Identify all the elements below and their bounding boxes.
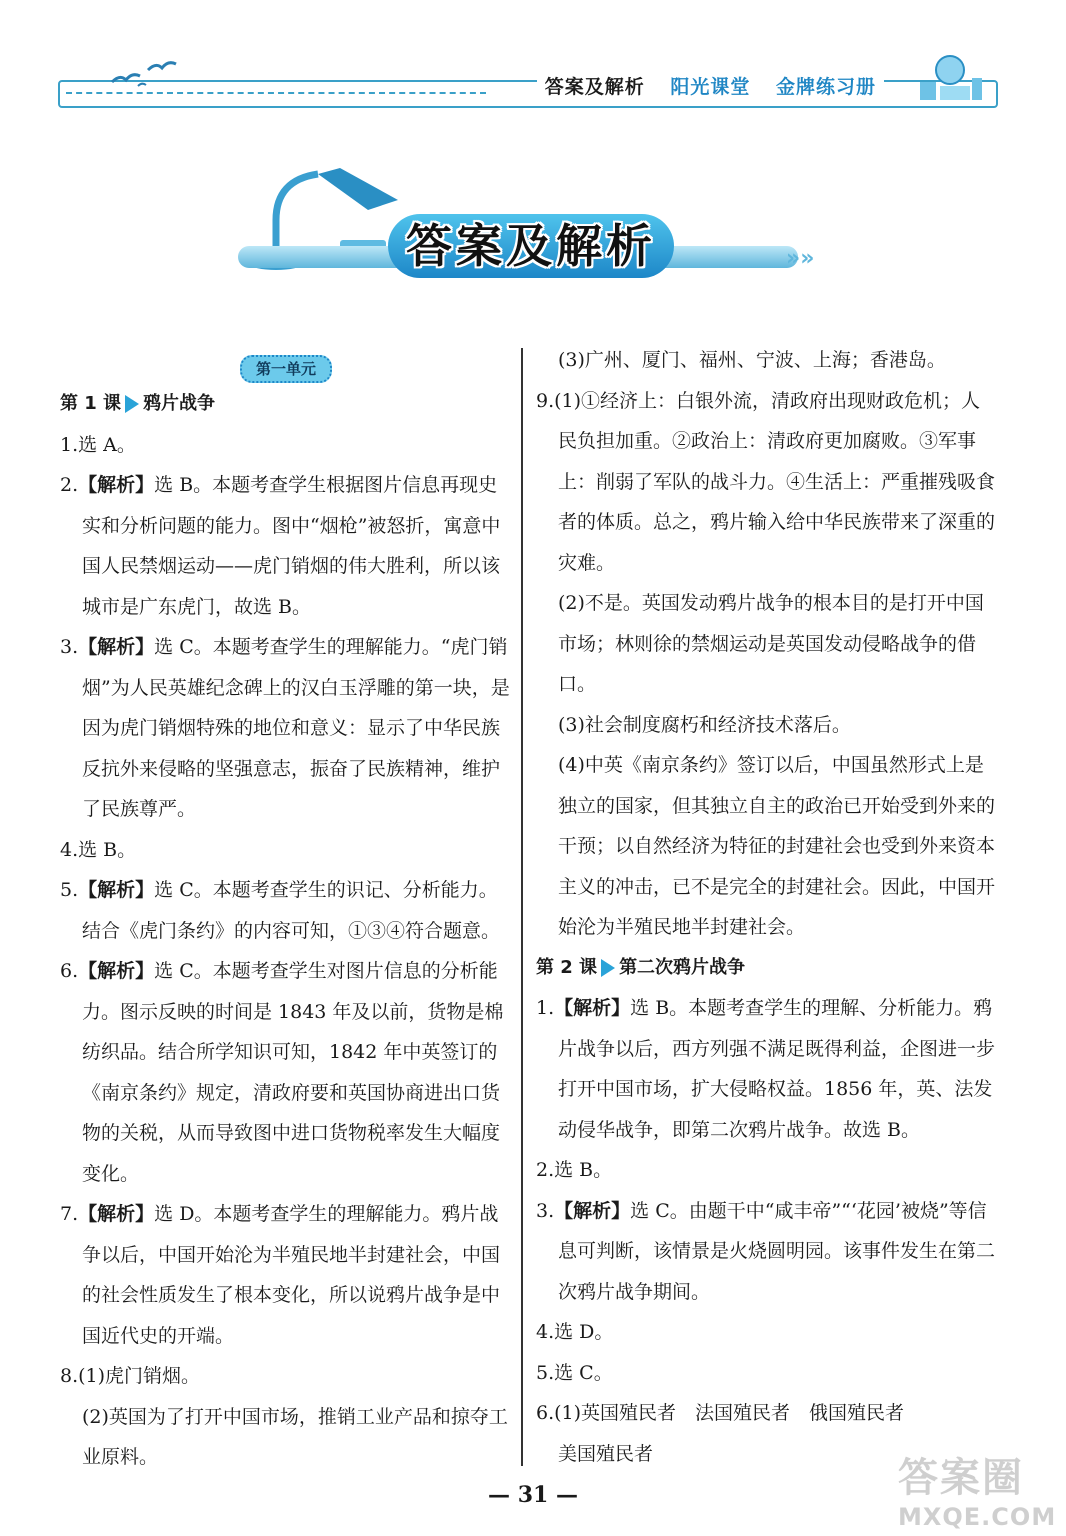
answer-text: (3)广州、厦门、福州、宁波、上海；香港岛。 — [558, 349, 946, 371]
answer-text: 4.选 B。 — [60, 838, 137, 861]
lesson-1-heading — [60, 384, 512, 425]
answer-number: 2. — [60, 474, 79, 496]
answer-text: 1.选 A。 — [60, 433, 136, 456]
answer-item — [536, 1191, 996, 1313]
header-series-1: 阳光课堂 — [670, 76, 751, 98]
lesson-arrow-icon — [125, 395, 139, 413]
answer-item — [536, 988, 996, 1150]
answer-text: 美国殖民者 — [558, 1442, 654, 1465]
answer-text: (2)英国为了打开中国市场，推销工业产品和掠夺工业原料。 — [82, 1405, 508, 1468]
answer-number: 3. — [60, 636, 79, 658]
double-arrow-icon: »» — [786, 246, 815, 271]
lesson-2-number: 第 2 课 — [536, 956, 598, 978]
birds-icon — [108, 56, 198, 90]
globe-decoration-icon — [890, 52, 990, 102]
answer-item — [60, 465, 512, 627]
lesson-1-number: 第 1 课 — [60, 393, 122, 414]
column-divider — [521, 348, 523, 1466]
answer-continuation — [536, 705, 996, 746]
answer-number: 1. — [536, 997, 555, 1019]
answer-text: 选 C。由题干中“咸丰帝”“‘花园’被烧”等信息可判断，该情景是火烧圆明园。该事件发生在第二次鸦片战争期间。 — [558, 1199, 996, 1303]
title-banner — [238, 160, 818, 300]
right-answers-lesson-2 — [536, 988, 996, 1474]
answer-text: 选 B。本题考查学生根据图片信息再现史实和分析问题的能力。图中“烟枪”被怒折，寓意中国人民禁烟运动——虎门销烟的伟大胜利，所以该城市是广东虎门，故选 B。 — [82, 474, 501, 618]
answer-item — [60, 951, 512, 1194]
answer-item — [536, 381, 996, 584]
answer-text: 5.选 C。 — [536, 1361, 613, 1384]
watermark-logo: 答案圈 MXQE.COM — [898, 1455, 1057, 1531]
answer-text: 选 C。本题考查学生的理解能力。“虎门销烟”为人民英雄纪念碑上的汉白玉浮雕的第一块，是因为虎门销烟特殊的地位和意义：显示了中华民族反抗外来侵略的坚强意志，振奋了民族精神，维护了民族尊严。 — [82, 636, 510, 820]
page-header — [48, 52, 996, 110]
answer-item — [536, 1150, 996, 1191]
answer-item — [536, 1393, 996, 1434]
answer-continuation — [60, 1397, 512, 1478]
answer-number: 3. — [536, 1199, 555, 1222]
lesson-2-title: 第二次鸦片战争 — [619, 956, 746, 978]
answer-text: 9.(1)①经济上：白银外流，清政府出现财政危机；人民负担加重。②政治上：清政府更加腐败。③军事上：削弱了军队的战斗力。④生活上：严重摧残吸食者的体质。总之，鸦片输入给中华民族带来了深重的灾难。 — [536, 389, 996, 574]
analysis-tag: 【解析】 — [78, 960, 155, 982]
header-dashed-line — [66, 92, 486, 94]
answer-text: (4)中英《南京条约》签订以后，中国虽然形式上是独立的国家，但其独立自主的政治已开始受到外来的干预；以自然经济为特征的封建社会也受到外来资本主义的冲击，已不是完全的封建社会。因此，中国开始沦为半殖民地半封建社会。 — [558, 754, 996, 938]
answer-text: 2.选 B。 — [536, 1159, 613, 1181]
page-number: — 31 — — [488, 1482, 578, 1508]
right-column — [536, 340, 996, 1474]
answer-item — [60, 830, 512, 871]
analysis-tag: 【解析】 — [78, 636, 155, 658]
left-column — [60, 340, 512, 1478]
answer-item — [60, 1194, 512, 1356]
answer-text: 选 B。本题考查学生的理解、分析能力。鸦片战争以后，西方列强不满足既得利益，企图进一步打开中国市场，扩大侵略权益。1856 年，英、法发动侵华战争，即第二次鸦片战争。故选 B。 — [558, 997, 996, 1141]
analysis-tag: 【解析】 — [554, 997, 631, 1019]
answer-text: (2)不是。英国发动鸦片战争的根本目的是打开中国市场；林则徐的禁烟运动是英国发动侵略战争的借口。 — [558, 592, 984, 695]
analysis-tag: 【解析】 — [78, 474, 155, 496]
left-answers — [60, 425, 512, 1478]
analysis-tag: 【解析】 — [78, 879, 155, 901]
lesson-1-title: 鸦片战争 — [143, 393, 216, 414]
answer-continuation — [536, 583, 996, 705]
answer-item — [60, 627, 512, 830]
answer-text: 8.(1)虎门销烟。 — [60, 1365, 201, 1387]
answer-number: 6. — [60, 960, 79, 982]
answer-text: 4.选 D。 — [536, 1321, 614, 1343]
answer-text: 选 C。本题考查学生的识记、分析能力。结合《虎门条约》的内容可知，①③④符合题意。 — [82, 879, 501, 942]
analysis-tag: 【解析】 — [78, 1203, 155, 1225]
answer-text: 6.(1)英国殖民者 法国殖民者 俄国殖民者 — [536, 1402, 905, 1424]
header-section: 答案及解析 — [544, 76, 645, 98]
lesson-arrow-icon — [601, 959, 615, 977]
answer-item — [536, 1353, 996, 1394]
answer-continuation — [536, 340, 996, 381]
banner-title: 答案及解析 — [388, 214, 674, 278]
answer-text: (3)社会制度腐朽和经济技术落后。 — [558, 713, 851, 736]
lesson-2-heading — [536, 948, 996, 989]
analysis-tag: 【解析】 — [554, 1199, 631, 1222]
header-series-2: 金牌练习册 — [775, 76, 876, 98]
answer-item — [60, 425, 512, 466]
answer-item — [60, 1356, 512, 1397]
answer-text: 选 C。本题考查学生对图片信息的分析能力。图示反映的时间是 1843 年及以前，货物是棉纺织品。结合所学知识可知，1842 年中英签订的《南京条约》规定，清政府要和英国协商进出口货物的关税，从而导致图中进口货物税率发生大幅度变化。 — [82, 960, 504, 1185]
answer-number: 5. — [60, 879, 79, 901]
answer-continuation — [536, 745, 996, 948]
answer-text: 选 D。本题考查学生的理解能力。鸦片战争以后，中国开始沦为半殖民地半封建社会，中国的社会性质发生了根本变化，所以说鸦片战争是中国近代史的开端。 — [82, 1203, 501, 1347]
answer-item — [60, 870, 512, 951]
answer-number: 7. — [60, 1203, 79, 1225]
unit-label: 第一单元 — [60, 348, 512, 378]
right-answers-lesson-1 — [536, 340, 996, 948]
answer-item — [536, 1312, 996, 1353]
header-title — [537, 72, 884, 99]
